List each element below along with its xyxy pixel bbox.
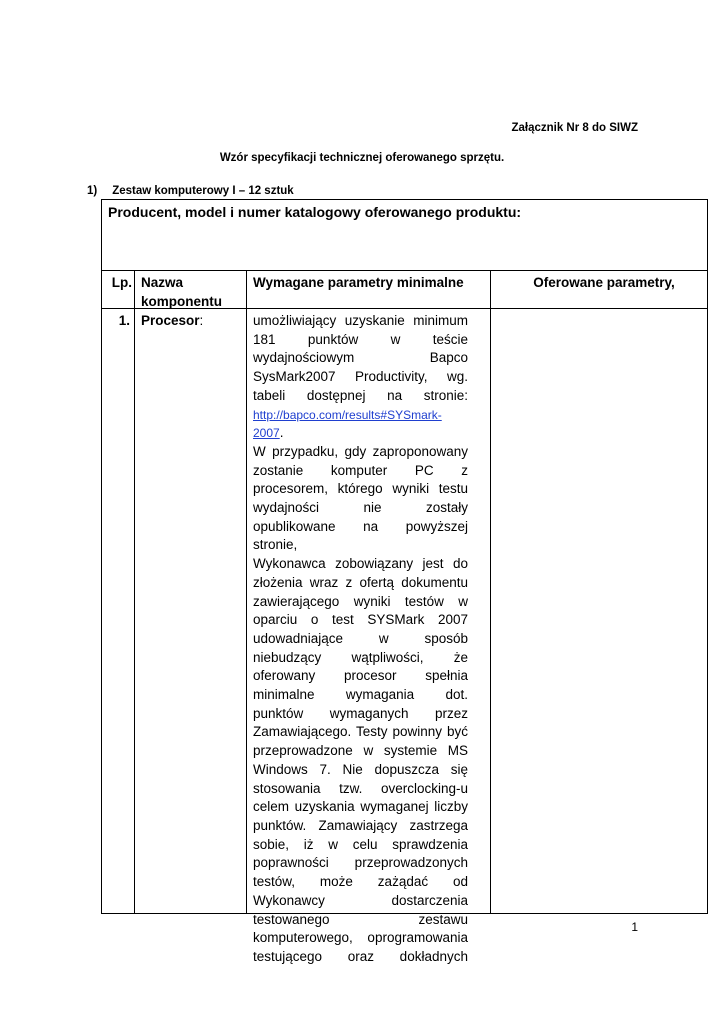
requirement-line: testującego oraz dokładnych: [253, 948, 468, 964]
link-trailing-period: .: [279, 425, 284, 441]
table-col-divider: [490, 270, 491, 914]
requirement-line: testów, może zażądać od: [253, 874, 468, 890]
requirement-line: oferowany procesor spełnia: [253, 668, 468, 684]
section-title: Zestaw komputerowy I – 12 sztuk: [112, 185, 294, 197]
requirement-line: zostanie komputer PC z: [253, 462, 468, 478]
column-header-offered: Oferowane parametry,: [533, 275, 675, 290]
requirement-line: punktów wymaganych przez: [253, 705, 468, 721]
requirement-line: stosowania tzw. overclocking-u: [253, 780, 468, 796]
table-border-top: [101, 199, 708, 200]
row-lp: 1.: [118, 313, 130, 328]
requirement-line: przeprowadzone w systemie MS: [253, 743, 468, 759]
requirements-lines-before: [253, 312, 468, 406]
requirement-line: minimalne wymagania dot.: [253, 687, 468, 703]
annex-label: Załącznik Nr 8 do SIWZ: [511, 122, 638, 134]
requirement-line: zawierającego wyniki testów w: [253, 593, 468, 609]
page-number: 1: [631, 920, 638, 934]
requirement-line: punktów. Zamawiający zastrzega: [253, 817, 468, 833]
component-name-suffix: :: [199, 313, 204, 328]
column-header-lp: Lp.: [111, 275, 132, 290]
requirement-line: sobie, iż w celu sprawdzenia: [253, 836, 468, 852]
requirement-line: SysMark2007 Productivity, wg.: [253, 369, 468, 385]
benchmark-link-line-end: [253, 424, 468, 443]
requirement-line: komputerowego, oprogramowania: [253, 930, 468, 946]
requirements-text: [253, 312, 468, 967]
table-col-divider: [134, 270, 135, 914]
requirement-line: złożenia wraz z ofertą dokumentu: [253, 574, 468, 590]
requirement-line: Zamawiającego. Testy powinny być: [253, 724, 468, 740]
column-header-component-name: [141, 274, 236, 311]
section-number: 1): [87, 185, 98, 197]
column-header-name-line2: komponentu: [141, 293, 222, 309]
requirement-line: Wykonawca zobowiązany jest do: [253, 556, 468, 572]
benchmark-link-part2[interactable]: 2007: [253, 426, 280, 441]
requirement-line: wydajnościowym Bapco: [253, 350, 468, 366]
requirement-line: udowadniające w sposób: [253, 630, 468, 646]
requirement-line: testowanego zestawu: [253, 911, 468, 927]
benchmark-link-line: [253, 406, 468, 425]
requirements-lines-after: [253, 443, 468, 967]
table-col-divider: [246, 270, 247, 914]
requirement-line: tabeli dostępnej na stronie:: [253, 387, 468, 403]
table-border-left: [101, 199, 102, 914]
requirement-line: Windows 7. Nie dopuszcza się: [253, 761, 468, 777]
requirement-line: oparciu o test SYSMark 2007: [253, 612, 468, 628]
requirement-line: wydajności nie zostały: [253, 500, 468, 516]
producer-label: Producent, model i numer katalogowy oferowanego produktu:: [108, 204, 522, 220]
requirement-line: opublikowane na powyższej stronie,: [253, 518, 468, 553]
document-subtitle: Wzór specyfikacji technicznej oferowanego sprzętu.: [219, 152, 505, 164]
table-border-right: [707, 199, 708, 914]
component-name: Procesor: [141, 313, 200, 328]
table-row-divider: [101, 270, 708, 271]
column-header-required: Wymagane parametry minimalne: [253, 275, 464, 290]
section-heading: [87, 185, 294, 197]
requirement-line: umożliwiający uzyskanie minimum: [253, 313, 468, 328]
row-component-name: [141, 312, 203, 331]
requirement-line: procesorem, którego wyniki testu: [253, 481, 468, 497]
requirement-line: poprawności przeprowadzonych: [253, 855, 468, 871]
requirement-line: 181 punktów w teście: [253, 331, 468, 347]
requirement-line: celem uzyskania wymaganej liczby: [253, 799, 468, 815]
requirement-line: Wykonawcy dostarczenia: [253, 892, 468, 908]
requirement-line: W przypadku, gdy zaproponowany: [253, 443, 468, 459]
column-header-name-line1: Nazwa: [141, 275, 184, 290]
benchmark-link-part1[interactable]: http://bapco.com/results#SYSmark-: [253, 407, 442, 422]
requirement-line: niebudzący wątpliwości, że: [253, 649, 468, 665]
